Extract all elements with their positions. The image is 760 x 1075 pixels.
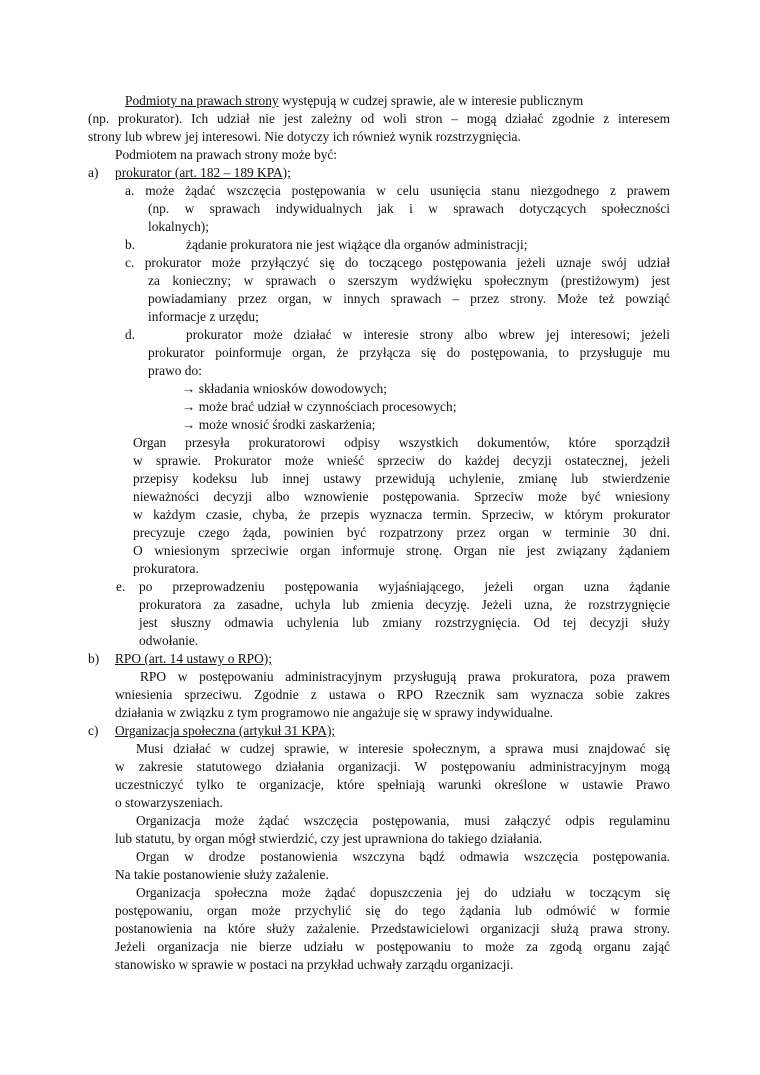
section-c-p4-line-2: postępowaniu, organ może przychylić się do tego żądania lub odmówić w formie — [115, 903, 670, 918]
section-b-marker: b) — [88, 651, 100, 666]
item-e-marker: e. — [116, 579, 126, 594]
item-b-marker: b. — [125, 237, 136, 252]
section-c-p4-line-5: stanowisko w sprawie w postaci na przykład uchwały zarządu organizacji. — [115, 957, 514, 972]
section-c-p2-line-2: lub statutu, by organ mógł stwierdzić, czy jest uprawniona do takiego działania. — [115, 831, 543, 846]
section-c-p3-line-2: Na takie postanowienie służy zażalenie. — [115, 867, 329, 882]
section-c-p3-line-1: Organ w drodze postanowienia wszczyna bądź odmawia wszczęcia postępowania. — [136, 849, 670, 864]
section-a-heading: prokurator (art. 182 – 189 KPA); — [115, 165, 291, 180]
section-c-p1-line-4: o stowarzyszeniach. — [115, 795, 223, 810]
item-a-line-3: lokalnych); — [148, 219, 209, 234]
item-d-line-2: prokurator poinformuje organ, że przyłącza się do postępowania, to przysługuje mu — [148, 345, 670, 360]
right-item-2: → może brać udział w czynnościach procesowych; — [182, 399, 457, 414]
intro-line-4: Podmiotem na prawach strony może być: — [115, 147, 338, 162]
item-e-line-4: odwołanie. — [139, 633, 199, 648]
section-c-p4-line-3: postanowienia na które służy zażalenie. Przedstawicielowi organizacji służą prawa strony. — [115, 921, 670, 936]
intro-line-1: Podmioty na prawach strony występują w cudzej sprawie, ale w interesie publicznym — [125, 93, 584, 108]
organ-line-5: w każdym czasie, chyba, że przepis wyznacza termin. Sprzeciw, w którym prokurator — [133, 507, 670, 522]
organ-line-6: precyzuje czego żąda, powinien być rozpatrzony przez organ w terminie 30 dni. — [133, 525, 670, 540]
section-c-p1-line-3: uczestniczyć tylko te organizacje, które spełniają warunki określone w ustawie Prawo — [115, 777, 670, 792]
intro-term: Podmioty na prawach strony — [125, 93, 279, 108]
right-item-3: → może wnosić środki zaskarżenia; — [182, 417, 376, 432]
item-d-marker: d. — [125, 327, 136, 342]
intro-line-3: strony lub wbrew jej interesowi. Nie dotyczy ich również wynik rozstrzygnięcia. — [88, 129, 521, 144]
organ-line-4: nieważności decyzji albo wznowienie postępowania. Sprzeciw może być wniesiony — [133, 489, 670, 504]
organ-line-2: w sprawie. Prokurator może wnieść sprzeciw do każdej decyzji ostatecznej, jeżeli — [133, 453, 670, 468]
section-c-p2-line-1: Organizacja może żądać wszczęcia postępowania, musi załączyć odpis regulaminu — [136, 813, 670, 828]
item-e-line-1: po przeprowadzeniu postępowania wyjaśniającego, jeżeli organ uzna żądanie — [139, 579, 670, 594]
item-c-line-3: powiadamiany przez organ, w innych sprawach – przez strony. Może też powziąć — [148, 291, 670, 306]
section-c-marker: c) — [88, 723, 99, 738]
section-a-marker: a) — [88, 165, 99, 180]
item-a-line-1: a. może żądać wszczęcia postępowania w celu usunięcia stanu niezgodnego z prawem — [125, 183, 670, 198]
section-b-line-1: RPO w postępowaniu administracyjnym przysługują prawa prokuratora, poza prawem — [140, 669, 670, 684]
arrow-right-icon: → — [182, 417, 196, 432]
item-e-line-2: prokuratora za zasadne, uchyla lub zmienia decyzję. Jeżeli uzna, że rozstrzygnięcie — [139, 597, 670, 612]
section-b-line-3: działania w związku z tym programowo nie angażuje się w sprawy indywidualne. — [115, 705, 554, 720]
section-c-p4-line-4: Jeżeli organizacja nie bierze udziału w postępowaniu to może za zgodą organu zająć — [115, 939, 670, 954]
organ-line-3: przepisy kodeksu lub innej ustawy przewidują uchylenie, zmianę lub stwierdzenie — [133, 471, 670, 486]
arrow-right-icon: → — [182, 381, 196, 396]
item-c-line-2: za konieczny; w sprawach o szerszym wydźwięku społecznym (prestiżowym) jest — [148, 273, 670, 288]
item-d-line-3: prawo do: — [148, 363, 202, 378]
section-b-heading: RPO (art. 14 ustawy o RPO); — [115, 651, 272, 666]
item-c-line-4: informacje z urzędu; — [148, 309, 259, 324]
section-c-heading: Organizacja społeczna (artykuł 31 KPA); — [115, 723, 336, 738]
item-b-text: żądanie prokuratora nie jest wiążące dla organów administracji; — [186, 237, 528, 252]
item-e-line-3: jest słuszny odmawia uchylenia lub zmiany rozstrzygnięcia. Od tej decyzji służy — [139, 615, 670, 630]
section-c-p1-line-2: w zakresie statutowego działania organizacji. W postępowaniu administracyjnym mogą — [115, 759, 670, 774]
arrow-right-icon: → — [182, 399, 196, 414]
organ-line-7: O wniesionym sprzeciwie organ informuje stronę. Organ nie jest związany żądaniem — [133, 543, 670, 558]
organ-line-8: prokuratora. — [133, 561, 199, 576]
section-c-p4-line-1: Organizacja społeczna może żądać dopuszczenia jej do udziału w toczącym się — [136, 885, 670, 900]
item-d-line-1: prokurator może działać w interesie strony albo wbrew jej interesowi; jeżeli — [186, 327, 670, 342]
section-b-line-2: wniesienia sprzeciwu. Zgodnie z ustawa o RPO Rzecznik sam wyznacza sobie zakres — [115, 687, 670, 702]
organ-line-1: Organ przesyła prokuratorowi odpisy wszystkich dokumentów, które sporządził — [133, 435, 670, 450]
section-c-p1-line-1: Musi działać w cudzej sprawie, w interesie społecznym, a sprawa musi znajdować się — [136, 741, 670, 756]
right-item-1: → składania wniosków dowodowych; — [182, 381, 387, 396]
item-c-line-1: c. prokurator może przyłączyć się do toczącego postępowania jeżeli uznaje swój udział — [125, 255, 670, 270]
intro-line-2: (np. prokurator). Ich udział nie jest zależny od woli stron – mogą działać zgodnie z interesem — [88, 111, 670, 126]
item-a-line-2: (np. w sprawach indywidualnych jak i w sprawach dotyczących społeczności — [148, 201, 670, 216]
